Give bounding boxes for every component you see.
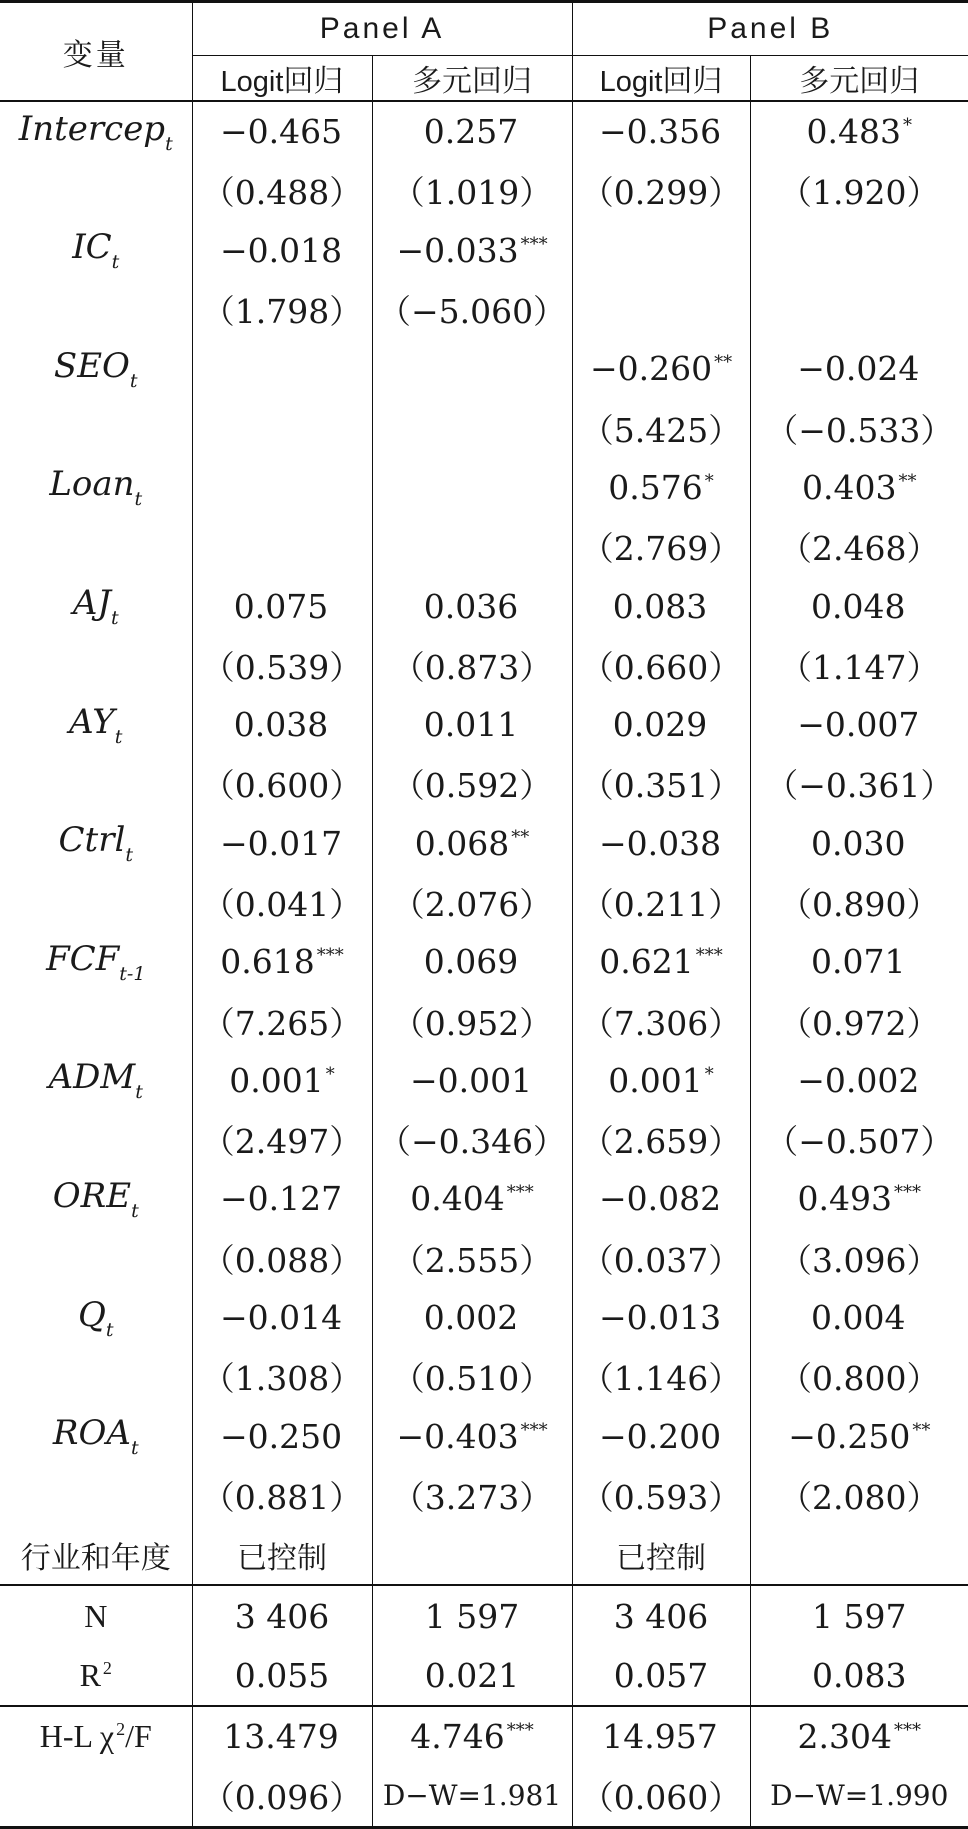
- significance-stars: ***: [695, 945, 723, 967]
- coefficient-value: −0.082: [598, 1179, 722, 1219]
- logit-suffix: 回归: [283, 64, 344, 99]
- hl-label-suffix: /F: [125, 1718, 152, 1755]
- table-cell: [0, 517, 192, 576]
- significance-stars: ***: [894, 1720, 922, 1742]
- coefficient-value: −0.127: [219, 1179, 343, 1219]
- variable-symbol: Q: [77, 1294, 106, 1335]
- coefficient-cell: [750, 1288, 968, 1347]
- stat-row: [0, 991, 968, 1050]
- coefficient-cell: [372, 695, 572, 754]
- coefficient-value: 0.493: [797, 1179, 893, 1219]
- coefficient-value: −0.007: [797, 705, 920, 745]
- coefficient-cell: [372, 221, 572, 280]
- variable-subscript: t: [129, 369, 138, 392]
- variable-symbol: SEO: [53, 345, 130, 386]
- significance-stars: *: [704, 1063, 714, 1085]
- variable-symbol: FCF: [46, 938, 120, 979]
- n-value: 3 406: [572, 1585, 750, 1645]
- significance-stars: *: [325, 1063, 335, 1085]
- t-statistic: （0.488）: [192, 161, 372, 220]
- r2-value: 0.083: [750, 1646, 968, 1706]
- variable-symbol: IC: [72, 227, 112, 268]
- coef-row: [0, 221, 968, 280]
- significance-stars: ***: [520, 233, 548, 255]
- coefficient-value: 0.075: [233, 586, 329, 626]
- coefficient-value: −0.260: [589, 349, 713, 389]
- hl-pvalue: （0.096）: [192, 1766, 372, 1827]
- coefficient-cell: [372, 1051, 572, 1110]
- coefficient-value: 0.002: [423, 1298, 519, 1338]
- coefficient-value: −0.250: [788, 1416, 911, 1456]
- controls-panel-a: 已控制: [192, 1525, 372, 1585]
- r2-row: [0, 1646, 968, 1706]
- coefficient-value: −0.033: [396, 230, 519, 270]
- t-statistic: [572, 280, 750, 339]
- coef-row: [0, 1051, 968, 1110]
- coef-row: [0, 1288, 968, 1347]
- variable-subscript: t-1: [119, 962, 146, 985]
- variable-symbol: ROA: [52, 1413, 131, 1454]
- coef-row: [0, 101, 968, 161]
- stat-row: [0, 754, 968, 813]
- table-cell: [0, 1110, 192, 1169]
- t-statistic: （0.660）: [572, 636, 750, 695]
- table-body: [0, 101, 968, 1525]
- t-statistic: （2.080）: [779, 1477, 940, 1517]
- coefficient-cell: [572, 339, 750, 398]
- dw-statistic: D−W=1.981: [372, 1766, 572, 1827]
- coefficient-value: 0.030: [811, 823, 906, 863]
- coefficient-cell: [750, 221, 968, 280]
- t-statistic: （0.041）: [192, 873, 372, 932]
- panel-a-header: Panel A: [192, 2, 572, 56]
- t-statistic: （0.890）: [779, 885, 940, 924]
- coefficient-cell: [372, 1169, 572, 1228]
- significance-stars: ***: [506, 1182, 534, 1204]
- stat-row: [0, 1466, 968, 1525]
- panel-a-logit-header: [192, 56, 372, 102]
- coefficient-value: 0.001: [608, 1060, 703, 1100]
- t-statistic: （0.211）: [572, 873, 750, 932]
- coefficient-cell: [750, 695, 968, 754]
- t-statistic: （−0.533）: [765, 410, 954, 450]
- r2-label-text: R: [79, 1656, 101, 1693]
- coefficient-cell: [372, 932, 572, 991]
- variable-subscript: t: [134, 488, 143, 511]
- coefficient-cell: [192, 1407, 372, 1466]
- variable-symbol: Ctrl: [58, 820, 126, 861]
- coefficient-cell: [192, 695, 372, 754]
- stat-row: [0, 636, 968, 695]
- t-statistic: （2.468）: [779, 529, 940, 569]
- coefficient-value: 0.048: [811, 586, 906, 626]
- t-statistic: （1.920）: [779, 173, 940, 213]
- coefficient-cell: [192, 1051, 372, 1110]
- variable-symbol: AJ: [72, 583, 112, 624]
- variable-name: [0, 576, 192, 635]
- t-statistic: [750, 280, 968, 339]
- coefficient-value: −0.024: [797, 349, 920, 389]
- t-statistic: （1.019）: [372, 161, 572, 220]
- coefficient-cell: [192, 576, 372, 635]
- coefficient-value: 0.071: [811, 942, 906, 982]
- variable-name: [0, 1407, 192, 1466]
- variable-subscript: t: [105, 1318, 114, 1341]
- hl-value: [750, 1706, 968, 1766]
- variable-name: [0, 458, 192, 517]
- t-statistic: （1.146）: [572, 1347, 750, 1406]
- significance-stars: **: [714, 352, 733, 374]
- t-statistic: （2.076）: [372, 873, 572, 932]
- coefficient-cell: [372, 576, 572, 635]
- coefficient-cell: [750, 458, 968, 517]
- t-statistic: （7.265）: [192, 991, 372, 1050]
- coefficient-value: 0.004: [811, 1298, 906, 1338]
- coef-row: [0, 695, 968, 754]
- t-statistic: （0.873）: [372, 636, 572, 695]
- coefficient-value: 0.069: [423, 942, 519, 982]
- coefficient-cell: [572, 814, 750, 873]
- coefficient-value: 0.483: [806, 112, 902, 152]
- t-statistic: （0.539）: [192, 636, 372, 695]
- table-cell: [372, 1525, 572, 1585]
- coefficient-cell: [750, 814, 968, 873]
- coefficient-cell: [572, 1288, 750, 1347]
- hl-value-number: 14.957: [602, 1717, 718, 1757]
- t-statistic: [192, 517, 372, 576]
- table-cell: [0, 991, 192, 1050]
- stat-row: [0, 280, 968, 339]
- table-cell: [0, 754, 192, 813]
- table-cell: [750, 1525, 968, 1585]
- significance-stars: ***: [894, 1182, 922, 1204]
- variable-name: [0, 221, 192, 280]
- coefficient-cell: [192, 458, 372, 517]
- stat-row: [0, 398, 968, 457]
- t-statistic: （2.659）: [572, 1110, 750, 1169]
- table-cell: [0, 398, 192, 457]
- coefficient-cell: [572, 1169, 750, 1228]
- significance-stars: ***: [506, 1720, 534, 1742]
- variable-subscript: t: [114, 725, 123, 748]
- panel-b-header: Panel B: [572, 2, 968, 56]
- t-statistic: （1.147）: [779, 647, 940, 687]
- t-statistic: （5.425）: [572, 398, 750, 457]
- controls-row: [0, 1525, 968, 1585]
- hl-value: [192, 1706, 372, 1766]
- coefficient-value: 0.038: [233, 705, 329, 745]
- significance-stars: **: [898, 470, 917, 492]
- r2-value: 0.057: [572, 1646, 750, 1706]
- coefficient-value: 0.257: [423, 112, 519, 152]
- hl-value: [572, 1706, 750, 1766]
- hl-label-sup: 2: [116, 1719, 126, 1740]
- coef-row: [0, 339, 968, 398]
- controls-panel-b: 已控制: [572, 1525, 750, 1585]
- hl-value-number: 2.304: [797, 1717, 893, 1757]
- table-cell: [0, 1766, 192, 1827]
- variable-name: [0, 1288, 192, 1347]
- variable-subscript: t: [135, 1081, 143, 1104]
- t-statistic: （1.308）: [192, 1347, 372, 1406]
- logit-text: Logit: [220, 66, 284, 98]
- variable-name: [0, 1051, 192, 1110]
- t-statistic: [192, 398, 372, 457]
- variable-subscript: t: [125, 844, 133, 867]
- variable-name: [0, 1169, 192, 1228]
- coefficient-value: 0.011: [423, 705, 519, 745]
- panel-b-logit-header: [572, 56, 750, 102]
- table-cell: [0, 1466, 192, 1525]
- t-statistic: （0.351）: [572, 754, 750, 813]
- t-statistic: （0.881）: [192, 1466, 372, 1525]
- coefficient-cell: [572, 101, 750, 161]
- coefficient-value: −0.013: [598, 1298, 722, 1338]
- t-statistic: （3.273）: [372, 1466, 572, 1525]
- variable-name: [0, 932, 192, 991]
- t-statistic: （0.088）: [192, 1229, 372, 1288]
- r2-label-sup: 2: [102, 1657, 112, 1678]
- coefficient-value: 0.036: [423, 586, 519, 626]
- coefficient-value: 0.083: [612, 586, 708, 626]
- coefficient-value: −0.001: [409, 1060, 533, 1100]
- coefficient-cell: [192, 814, 372, 873]
- variable-name: [0, 814, 192, 873]
- coefficient-value: 0.029: [612, 705, 708, 745]
- stat-row: [0, 517, 968, 576]
- coefficient-cell: [572, 932, 750, 991]
- coefficient-cell: [572, 458, 750, 517]
- variable-symbol: ADM: [48, 1057, 136, 1098]
- n-label: N: [0, 1585, 192, 1645]
- coefficient-cell: [192, 932, 372, 991]
- panel-a-multi-header: 多元回归: [372, 56, 572, 102]
- hl-pvalue: （0.060）: [572, 1766, 750, 1827]
- coefficient-cell: [572, 576, 750, 635]
- panel-b-multi-header: 多元回归: [750, 56, 968, 102]
- n-value: 1 597: [372, 1585, 572, 1645]
- coefficient-cell: [192, 1169, 372, 1228]
- coefficient-value: −0.018: [219, 230, 343, 270]
- n-value: 3 406: [192, 1585, 372, 1645]
- coefficient-value: 0.404: [410, 1179, 505, 1219]
- coefficient-cell: [750, 576, 968, 635]
- coef-row: [0, 814, 968, 873]
- t-statistic: （3.096）: [779, 1240, 940, 1280]
- variable-symbol: Intercep: [18, 108, 166, 149]
- coefficient-cell: [572, 1051, 750, 1110]
- table-cell: [0, 1347, 192, 1406]
- n-value: 1 597: [812, 1596, 907, 1636]
- variable-symbol: ORE: [52, 1175, 132, 1216]
- stat-row: [0, 1229, 968, 1288]
- significance-stars: ***: [316, 945, 344, 967]
- t-statistic: （−0.507）: [765, 1122, 954, 1162]
- coefficient-cell: [372, 1407, 572, 1466]
- t-statistic: （−0.346）: [372, 1110, 572, 1169]
- stat-row: [0, 1347, 968, 1406]
- coefficient-cell: [372, 101, 572, 161]
- significance-stars: **: [511, 826, 530, 848]
- hl-label-text: H-L χ: [39, 1718, 115, 1755]
- significance-stars: ***: [520, 1419, 548, 1441]
- table-cell: [0, 873, 192, 932]
- hl-label: [0, 1706, 192, 1766]
- significance-stars: *: [704, 470, 714, 492]
- coef-row: [0, 932, 968, 991]
- stat-row: [0, 161, 968, 220]
- table-cell: [0, 161, 192, 220]
- coefficient-cell: [750, 339, 968, 398]
- table-cell: [0, 280, 192, 339]
- variable-subscript: t: [165, 132, 173, 155]
- logit-suffix: 回归: [662, 64, 723, 99]
- t-statistic: （0.600）: [192, 754, 372, 813]
- significance-stars: *: [903, 115, 913, 137]
- t-statistic: （−0.361）: [765, 766, 954, 806]
- t-statistic: [372, 398, 572, 457]
- coefficient-value: 0.576: [608, 467, 703, 507]
- table-cell: [0, 636, 192, 695]
- coefficient-value: 0.001: [229, 1060, 324, 1100]
- coefficient-value: −0.356: [598, 112, 722, 152]
- t-statistic: （2.555）: [372, 1229, 572, 1288]
- coefficient-cell: [750, 1051, 968, 1110]
- r2-value: 0.021: [372, 1646, 572, 1706]
- stat-row: [0, 873, 968, 932]
- n-row: [0, 1585, 968, 1645]
- variable-subscript: t: [130, 1437, 139, 1460]
- stat-row: [0, 1110, 968, 1169]
- t-statistic: （2.497）: [192, 1110, 372, 1169]
- logit-text: Logit: [599, 66, 663, 98]
- dw-statistic: D−W=1.990: [750, 1766, 968, 1827]
- r2-value: 0.055: [192, 1646, 372, 1706]
- coefficient-cell: [192, 221, 372, 280]
- hl-value-number: 13.479: [223, 1717, 339, 1757]
- variable-name: [0, 695, 192, 754]
- significance-stars: **: [912, 1419, 931, 1441]
- coef-row: [0, 1407, 968, 1466]
- header-row-panels: [0, 2, 968, 56]
- coefficient-cell: [192, 101, 372, 161]
- coefficient-value: −0.403: [396, 1416, 519, 1456]
- variable-subscript: t: [111, 607, 119, 630]
- hl-row: [0, 1706, 968, 1766]
- coefficient-value: −0.200: [598, 1416, 722, 1456]
- variable-name: [0, 339, 192, 398]
- variable-name: [0, 101, 192, 161]
- coefficient-cell: [372, 339, 572, 398]
- t-statistic: （7.306）: [572, 991, 750, 1050]
- variable-symbol: AY: [69, 701, 115, 742]
- coefficient-cell: [750, 1407, 968, 1466]
- t-statistic: （2.769）: [572, 517, 750, 576]
- coefficient-cell: [372, 1288, 572, 1347]
- t-statistic: （0.510）: [372, 1347, 572, 1406]
- coefficient-value: −0.002: [797, 1060, 920, 1100]
- coefficient-value: −0.250: [219, 1416, 343, 1456]
- coefficient-value: 0.068: [414, 823, 510, 863]
- coef-row: [0, 458, 968, 517]
- t-statistic: （0.972）: [779, 1003, 940, 1043]
- coefficient-value: 0.618: [220, 942, 315, 982]
- table-footer: [0, 1525, 968, 1827]
- t-statistic: （−5.060）: [372, 280, 572, 339]
- t-statistic: （0.952）: [372, 991, 572, 1050]
- coef-row: [0, 1169, 968, 1228]
- coefficient-cell: [572, 221, 750, 280]
- t-statistic: （0.593）: [572, 1466, 750, 1525]
- variable-subscript: t: [111, 251, 120, 274]
- coefficient-value: 0.403: [802, 467, 897, 507]
- hl-value-number: 4.746: [410, 1717, 505, 1757]
- coefficient-cell: [192, 339, 372, 398]
- hl-second-row: [0, 1766, 968, 1827]
- r2-label: [0, 1646, 192, 1706]
- coefficient-value: 0.621: [599, 942, 694, 982]
- variable-symbol: Loan: [49, 464, 135, 505]
- t-statistic: （0.037）: [572, 1229, 750, 1288]
- coef-row: [0, 576, 968, 635]
- t-statistic: （1.798）: [192, 280, 372, 339]
- t-statistic: （0.299）: [572, 161, 750, 220]
- t-statistic: （0.800）: [779, 1359, 940, 1399]
- coefficient-value: −0.014: [219, 1298, 343, 1338]
- variable-header: 变量: [0, 2, 192, 102]
- coefficient-cell: [192, 1288, 372, 1347]
- coefficient-cell: [750, 1169, 968, 1228]
- coefficient-cell: [572, 1407, 750, 1466]
- coefficient-cell: [372, 458, 572, 517]
- coefficient-cell: [572, 695, 750, 754]
- table-cell: [0, 1229, 192, 1288]
- coefficient-value: −0.017: [219, 823, 343, 863]
- t-statistic: （0.592）: [372, 754, 572, 813]
- variable-subscript: t: [131, 1199, 139, 1222]
- coefficient-cell: [750, 101, 968, 161]
- hl-value: [372, 1706, 572, 1766]
- coefficient-cell: [750, 932, 968, 991]
- coefficient-value: −0.465: [219, 112, 343, 152]
- coefficient-cell: [372, 814, 572, 873]
- t-statistic: [372, 517, 572, 576]
- coefficient-value: −0.038: [598, 823, 722, 863]
- controls-label: 行业和年度: [0, 1525, 192, 1585]
